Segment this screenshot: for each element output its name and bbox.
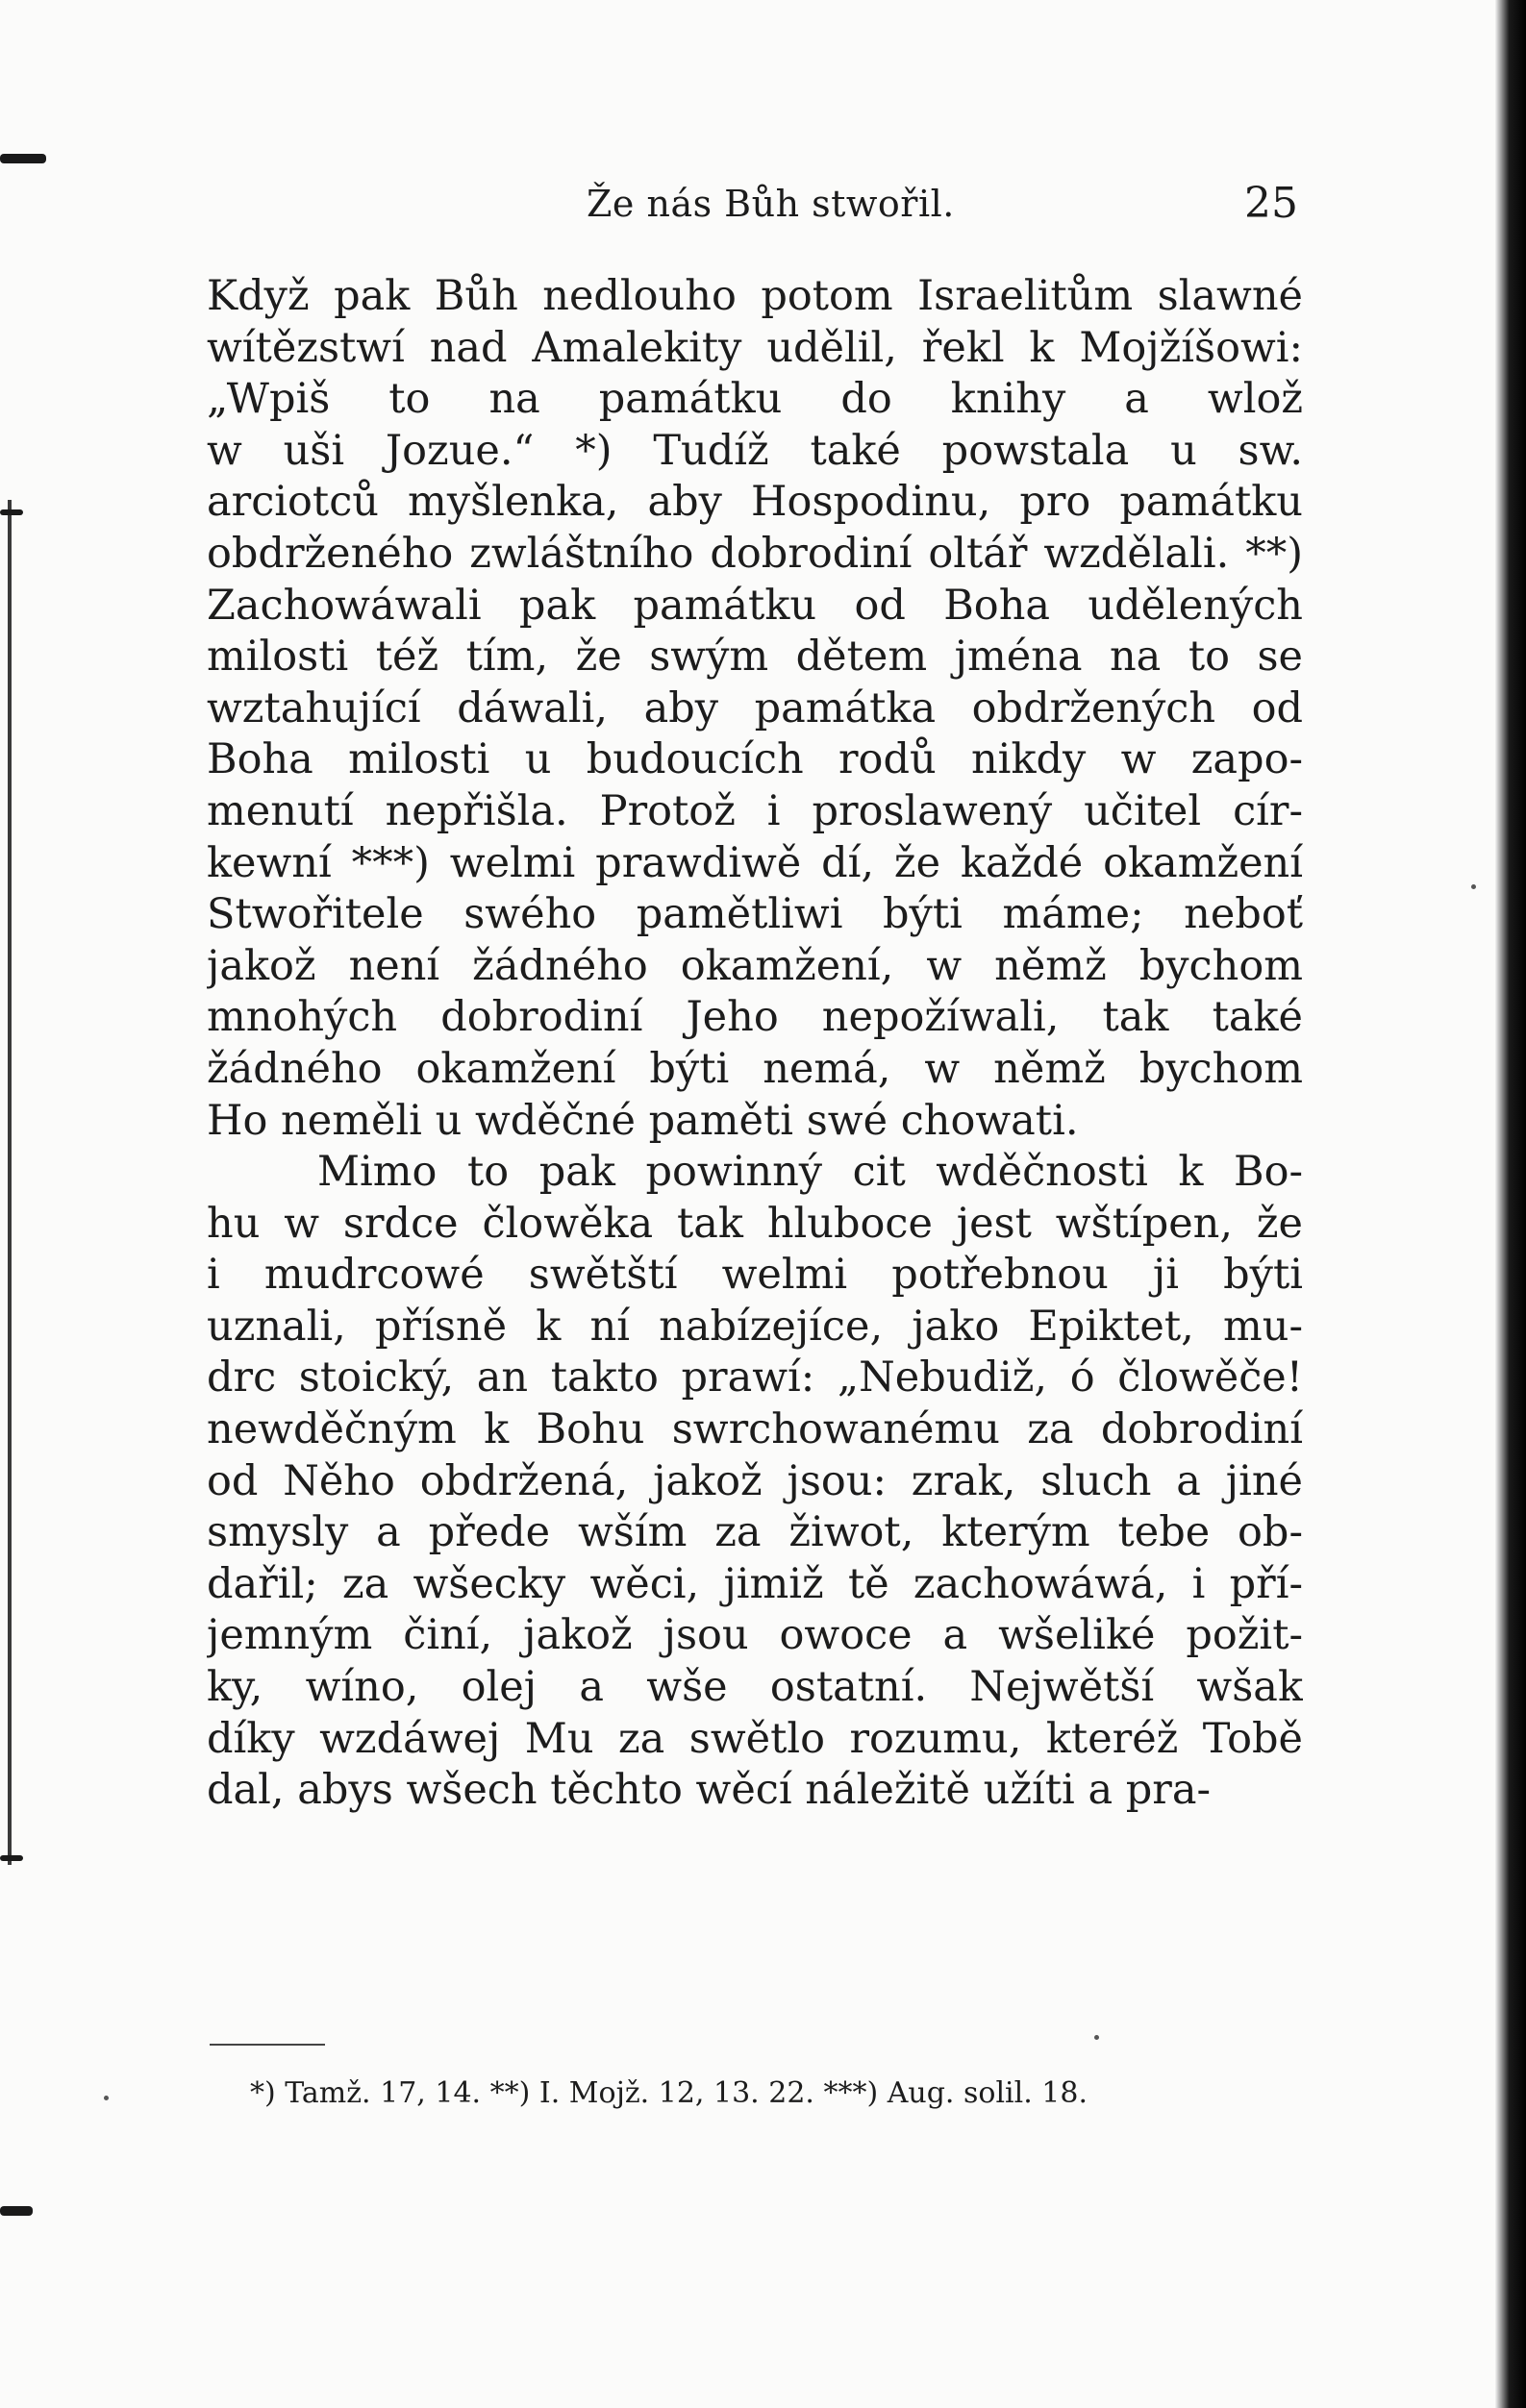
text-line: i mudrcowé swětští welmi potřebnou ji býti [207, 1251, 1303, 1300]
text-line: „Wpiš to na památku do knihy a wlož [207, 375, 1303, 424]
text-line: wítězstwí nad Amalekity udělil, řekl k Mojžíšowi: [207, 323, 1303, 372]
text-line: drc stoický, an takto prawí: „Nebudiž, ó člowěče! [207, 1353, 1303, 1403]
text-line: hu w srdce člowěka tak hluboce jest wštípen, že [207, 1199, 1303, 1248]
text-line: menutí nepřišla. Protož i proslawený učitel cír- [207, 786, 1303, 835]
text-line: jakož není žádného okamžení, w němž bychom [207, 941, 1303, 990]
page-header [577, 179, 1308, 240]
body-text [207, 271, 1303, 1817]
text-line: Ho neměli u wděčné paměti swé chowati. [207, 1096, 1079, 1145]
scan-artifact-mark [0, 154, 46, 163]
scan-artifact-mark [0, 2206, 33, 2216]
text-line: milosti též tím, že swým dětem jména na to se [207, 633, 1303, 682]
text-line: obdrženého zwláštního dobrodiní oltář wzdělali. **) [207, 529, 1303, 578]
paper-speck [104, 2096, 109, 2100]
text-line: Zachowáwali pak památku od Boha udělených [207, 581, 1303, 630]
text-line: Boha milosti u budoucích rodů nikdy w zapo- [207, 735, 1303, 784]
text-line: mnohých dobrodiní Jeho nepožíwali, tak také [207, 993, 1303, 1042]
text-line: w uši Jozue.“ *) Tudíž také powstala u sw. [207, 426, 1303, 475]
paper-speck [1094, 2035, 1099, 2040]
text-line: smysly a přede wším za žiwot, kterým tebe ob- [207, 1508, 1303, 1557]
text-line: jemným činí, jakož jsou owoce a wšeliké požit- [207, 1611, 1303, 1660]
footnotes: *) Tamž. 17, 14. **) I. Mojž. 12, 13. 22. ***) Aug. solil. 18. [250, 2076, 1088, 2110]
page-edge-shadow [1495, 0, 1526, 2408]
scan-artifact-mark [0, 509, 23, 515]
page-number: 25 [1244, 179, 1298, 228]
text-line: Stwořitele swého pamětliwi býti máme; neboť [207, 890, 1303, 939]
text-line: uznali, přísně k ní nabízejíce, jako Epiktet, mu- [207, 1302, 1303, 1351]
text-line: dal, abys wšech těchto wěcí náležitě užíti a pra- [207, 1766, 1211, 1815]
text-line: kewní ***) welmi prawdiwě dí, že každé okamžení [207, 838, 1303, 887]
text-line: ky, wíno, olej a wše ostatní. Nejwětší wšak [207, 1663, 1303, 1712]
text-line: od Něho obdržená, jakož jsou: zrak, sluch a jiné [207, 1456, 1303, 1505]
text-line: newděčným k Bohu swrchowanému za dobrodiní [207, 1405, 1303, 1454]
scan-edge-line [8, 500, 12, 1865]
text-line: dařil; za wšecky wěci, jimiž tě zachowáwá, i pří- [207, 1559, 1303, 1608]
running-title: Že nás Bůh stwořil. [587, 183, 955, 225]
text-line: Když pak Bůh nedlouho potom Israelitům slawné [207, 272, 1303, 320]
footnote-rule [210, 2044, 325, 2046]
text-line: Mimo to pak powinný cit wděčnosti k Bo- [317, 1148, 1303, 1197]
paper-speck [1471, 884, 1476, 889]
text-line: wztahující dáwali, aby památka obdržených od [207, 683, 1303, 732]
text-line: žádného okamžení býti nemá, w němž bychom [207, 1044, 1303, 1093]
text-line: díky wzdáwej Mu za swětlo rozumu, kteréž Tobě [207, 1714, 1303, 1763]
scan-artifact-mark [0, 1855, 23, 1861]
text-line: arciotců myšlenka, aby Hospodinu, pro památku [207, 478, 1303, 527]
